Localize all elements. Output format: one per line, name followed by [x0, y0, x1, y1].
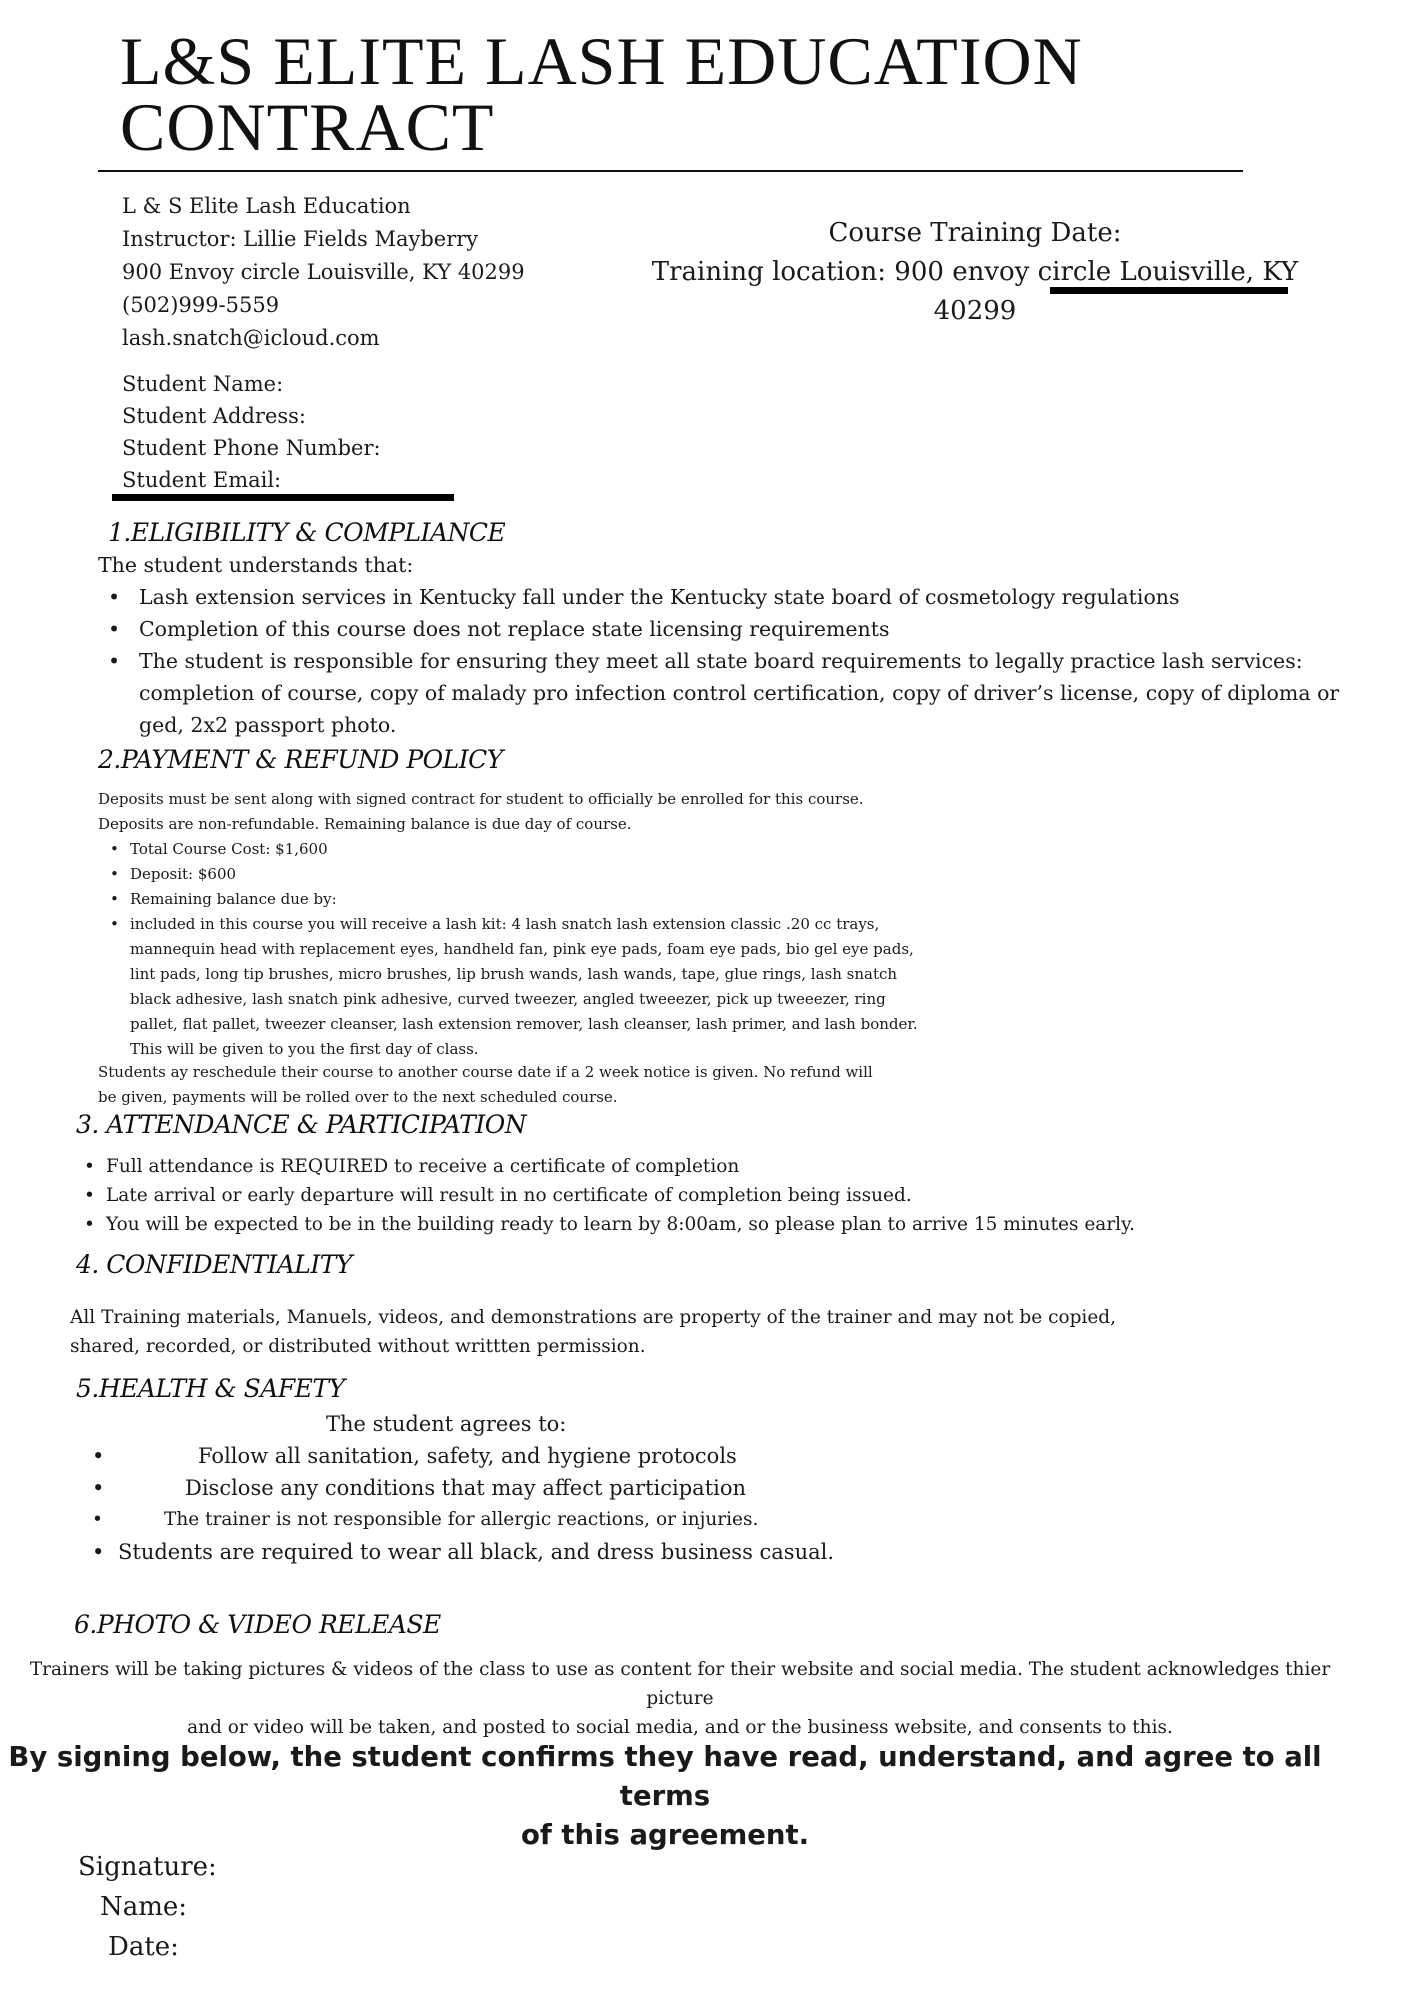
- title-line-1: L&S ELITE LASH EDUCATION: [120, 23, 1083, 99]
- course-date-label: Course Training Date:: [828, 218, 1122, 248]
- agreement-line-2: of this agreement.: [520, 1819, 810, 1851]
- contact-block: [122, 190, 525, 355]
- list-item: • Late arrival or early departure will result in no certificate of completion being issued.: [76, 1181, 1256, 1210]
- payment-intro-line-1: Deposits must be sent along with signed contract for student to officially be enrolled for this course.: [98, 790, 864, 808]
- training-location: Training location: 900 envoy circle Louisville, KY 40299: [651, 257, 1299, 326]
- agreement-statement: [0, 1738, 1330, 1855]
- health-intro: The student agrees to:: [326, 1412, 567, 1436]
- course-info: [620, 214, 1330, 331]
- document-title: [120, 23, 1083, 165]
- list-item: • Completion of this course does not replace state licensing requirements: [98, 613, 1363, 645]
- payment-list: [98, 837, 918, 1062]
- student-info-underline: [112, 494, 454, 501]
- name-label: Name:: [100, 1892, 188, 1922]
- list-item: • Follow all sanitation, safety, and hygiene protocols: [92, 1440, 992, 1472]
- payment-outro-line-2: be given, payments will be rolled over to the next scheduled course.: [98, 1088, 618, 1106]
- photo-release-line-2: and or video will be taken, and posted to social media, and or the business website, and consents to this.: [187, 1717, 1173, 1738]
- section-heading-payment: 2.PAYMENT & REFUND POLICY: [98, 745, 503, 774]
- list-item: • Full attendance is REQUIRED to receive a certificate of completion: [76, 1152, 1256, 1181]
- date-label: Date:: [108, 1932, 179, 1962]
- list-item: • Students are required to wear all black, and dress business casual.: [92, 1536, 992, 1568]
- health-list: [92, 1440, 992, 1568]
- section-heading-attendance: 3. ATTENDANCE & PARTICIPATION: [76, 1110, 527, 1139]
- student-address-label: Student Address:: [122, 404, 307, 428]
- list-item: • Total Course Cost: $1,600: [98, 837, 918, 862]
- eligibility-list: [98, 581, 1363, 741]
- list-item: • Disclose any conditions that may affect participation: [92, 1472, 992, 1504]
- student-email-label: Student Email:: [122, 468, 282, 492]
- business-name: L & S Elite Lash Education: [122, 194, 411, 218]
- payment-intro-line-2: Deposits are non-refundable. Remaining balance is due day of course.: [98, 815, 632, 833]
- instructor-name: Instructor: Lillie Fields Mayberry: [122, 227, 479, 251]
- list-item: • You will be expected to be in the building ready to learn by 8:00am, so please plan to arrive 15 minutes early.: [76, 1210, 1256, 1239]
- list-item: • included in this course you will receive a lash kit: 4 lash snatch lash extension classic .20 cc trays, mannequin head with replacement eyes, handheld fan, pink eye pads, foam eye pads, bio gel eye pads, lint pads, long tip brushes, micro brushes, lip brush wands, lash wands, tape, glue rings, lash snatch black adhesive, lash snatch pink adhesive, curved tweezer, angled tweeezer, pick up tweeezer, ring pallet, flat pallet, tweezer cleanser, lash extension remover, lash cleanser, lash primer, and lash bonder. This will be given to you the first day of class.: [98, 912, 918, 1062]
- list-item: • The student is responsible for ensuring they meet all state board requirements to legally practice lash services: completion of course, copy of malady pro infection control certification, copy of driver’s license, copy of diploma or ged, 2x2 passport photo.: [98, 645, 1363, 741]
- attendance-list: [76, 1152, 1256, 1239]
- photo-release-line-1: Trainers will be taking pictures & videos of the class to use as content for their website and social media. The student acknowledges thier picture: [29, 1659, 1331, 1709]
- confidentiality-line-1: All Training materials, Manuels, videos, and demonstrations are property of the trainer and may not be copied,: [70, 1307, 1117, 1328]
- student-info: [122, 368, 381, 496]
- list-item: • The trainer is not responsible for allergic reactions, or injuries.: [92, 1504, 992, 1536]
- section-heading-health: 5.HEALTH & SAFETY: [76, 1374, 345, 1403]
- title-divider: [98, 170, 1243, 172]
- student-phone-label: Student Phone Number:: [122, 436, 381, 460]
- business-email: lash.snatch@icloud.com: [122, 326, 380, 350]
- section-heading-photo: 6.PHOTO & VIDEO RELEASE: [74, 1610, 441, 1639]
- confidentiality-text: [70, 1303, 1116, 1361]
- business-address: 900 Envoy circle Louisville, KY 40299: [122, 260, 525, 284]
- photo-release-text: [0, 1655, 1360, 1742]
- payment-intro: [98, 787, 864, 837]
- eligibility-intro: The student understands that:: [98, 553, 414, 577]
- list-item: • Lash extension services in Kentucky fall under the Kentucky state board of cosmetology regulations: [98, 581, 1363, 613]
- agreement-line-1: By signing below, the student confirms they have read, understand, and agree to all terms: [8, 1741, 1322, 1812]
- student-name-label: Student Name:: [122, 372, 284, 396]
- payment-outro-line-1: Students ay reschedule their course to another course date if a 2 week notice is given. No refund will: [98, 1063, 873, 1081]
- signature-label: Signature:: [78, 1852, 217, 1882]
- payment-outro: [98, 1060, 873, 1110]
- confidentiality-line-2: shared, recorded, or distributed without writtten permission.: [70, 1336, 646, 1357]
- title-line-2: CONTRACT: [120, 89, 495, 165]
- section-heading-confidentiality: 4. CONFIDENTIALITY: [76, 1250, 352, 1279]
- list-item: • Remaining balance due by:: [98, 887, 918, 912]
- list-item: • Deposit: $600: [98, 862, 918, 887]
- section-heading-eligibility: 1.ELIGIBILITY & COMPLIANCE: [108, 518, 506, 547]
- location-underline: [1050, 287, 1288, 294]
- business-phone: (502)999-5559: [122, 293, 280, 317]
